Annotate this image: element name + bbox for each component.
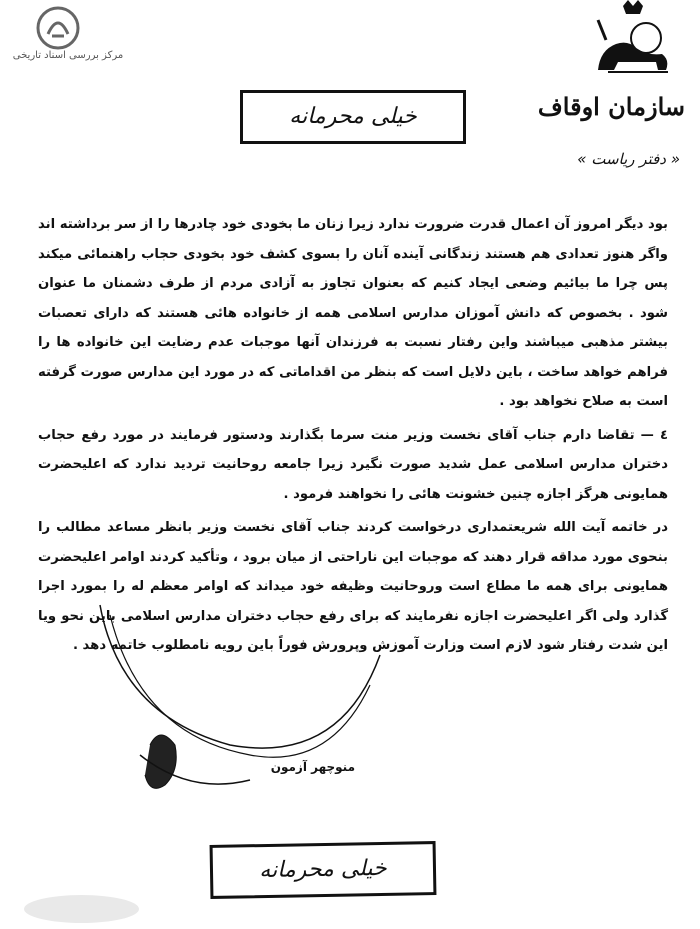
confidential-stamp-bottom: خیلی محرمانه bbox=[210, 841, 437, 899]
signature-scribble bbox=[80, 595, 390, 810]
paragraph-2: ٤ — تقاضا دارم جناب آقای نخست وزیر منت سرما بگذارند ودستور فرمایند در مورد رفع حجاب دختران مدارس اسلامی عمل شدید صورت نگیرد زیرا جامعه روحانیت تردید ندارد که اعلیحضرت همایونی هرگز اجازه چنین خشونت هائی را نخواهند فرمود . bbox=[38, 427, 668, 502]
lion-and-sun-emblem-icon bbox=[588, 0, 678, 80]
paragraph-3: در خاتمه آیت الله شریعتمداری درخواست کردند جناب آقای نخست وزیر بانظر مساعد مطالب را بنحوی مورد مداقه قرار دهند که موجبات این ناراحتی از میان برود ، وتأکید کردند اوامر اعلیحضرت همایونی برای همه ما مطاع است وروحانیت وظیفه خود میداند که اوامر معظم له را بمورد اجرا گذارد ولی اگر اعلیحضرت اجازه نفرمایند که برای رفع حجاب دختران مدارس اسلامی باین نحو ویا این شدت رفتار شود لازم است وزارت آموزش وپرورش فوراً باین رویه نامطلوب خاتمه دهد . bbox=[38, 520, 668, 653]
paper-smudge bbox=[24, 895, 139, 923]
archive-label: مرکز بررسی اسناد تاریخی bbox=[12, 50, 124, 61]
org-title: سازمان اوقاف bbox=[537, 92, 685, 121]
org-department: « دفتر ریاست » bbox=[577, 150, 680, 168]
archive-logo bbox=[8, 6, 124, 76]
signature-name: منوچهر آزمون bbox=[270, 760, 355, 774]
confidential-stamp-top: خیلی محرمانه bbox=[240, 90, 466, 144]
paragraph-1: بود دیگر امروز آن اعمال قدرت ضرورت ندارد زیرا زنان ما بخودی خود چادرها را از سر برداشته اند واگر هنوز تعدادی هم هستند زندگانی آینده آنان را بسوی کشف خود بخودی حجاب راهنمائی میکند پس چرا ما بیائیم وضعی ایجاد کنیم که بعنوان تجاوز به آزادی مردم از طرف دشمنان ما عنوان شود . بخصوص که دانش آموزان مدارس اسلامی همه از خانواده هائی هستند که دارای تعصبات بیشتر مذهبی میباشند واین رفتار نسبت به فرزندان آنها موجبات عدم رضایت این خانواده ها را فراهم خواهد ساخت ، باین دلایل است که بنظر من اقداماتی که در مورد این مدارس صورت گرفته است به صلاح نخواهد بود . bbox=[38, 217, 668, 409]
archive-logo-icon bbox=[36, 6, 80, 50]
